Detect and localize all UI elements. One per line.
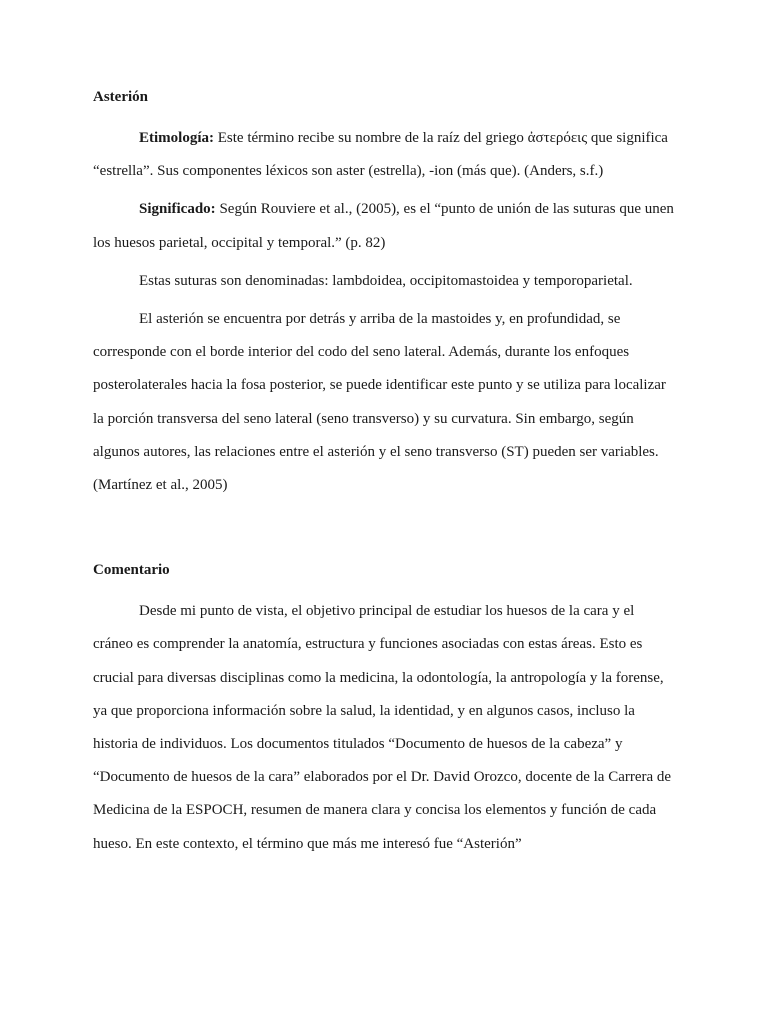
paragraph-significado bbox=[93, 193, 675, 259]
label-etimologia: Etimología: bbox=[139, 130, 214, 146]
document-page bbox=[93, 85, 675, 861]
paragraph-suturas: Estas suturas son denominadas: lambdoidea, occipitomastoidea y temporoparietal. bbox=[139, 272, 633, 289]
paragraph-etimologia bbox=[93, 122, 675, 188]
text-significado: Según Rouviere et al., (2005), es el “punto de unión de las suturas que unen los huesos parietal, occipital y temporal.” (p. 82) bbox=[93, 201, 674, 251]
section-title-comentario: Comentario bbox=[93, 562, 170, 579]
paragraph-ubicacion: El asterión se encuentra por detrás y arriba de la mastoides y, en profundidad, se corresponde con el borde interior del codo del seno lateral. Además, durante los enfoques posterolaterales hacia la fosa posterior, se puede identificar este punto y se utiliza para localizar la porción transversa del seno lateral (seno transverso) y su curvatura. Sin embargo, según algunos autores, las relaciones entre el asterión y el seno transverso (ST) pueden ser variables. (Martínez et al., 2005) bbox=[93, 311, 666, 494]
section-spacer bbox=[93, 502, 675, 558]
section-title-asterion: Asterión bbox=[93, 89, 148, 105]
paragraph-comentario: Desde mi punto de vista, el objetivo principal de estudiar los huesos de la cara y el cráneo es comprender la anatomía, estructura y funciones asociadas con estas áreas. Esto es crucial para diversas disciplinas como la medicina, la odontología, la antropología y la forense, ya que proporciona información sobre la salud, la identidad, y en algunos casos, incluso la historia de individuos. Los documentos titulados “Documento de huesos de la cabeza” y “Documento de huesos de la cara” elaborados por el Dr. David Orozco, docente de la Carrera de Medicina de la ESPOCH, resumen de manera clara y concisa los elementos y función de cada hueso. En este contexto, el término que más me interesó fue “Asterión” bbox=[93, 603, 672, 852]
text-etimologia: Este término recibe su nombre de la raíz del griego ἀστερόεις que significa “estrella”. Sus componentes léxicos son aster (estrella), -ion (más que). (Anders, s.f.) bbox=[93, 130, 668, 180]
label-significado: Significado: bbox=[139, 201, 216, 218]
